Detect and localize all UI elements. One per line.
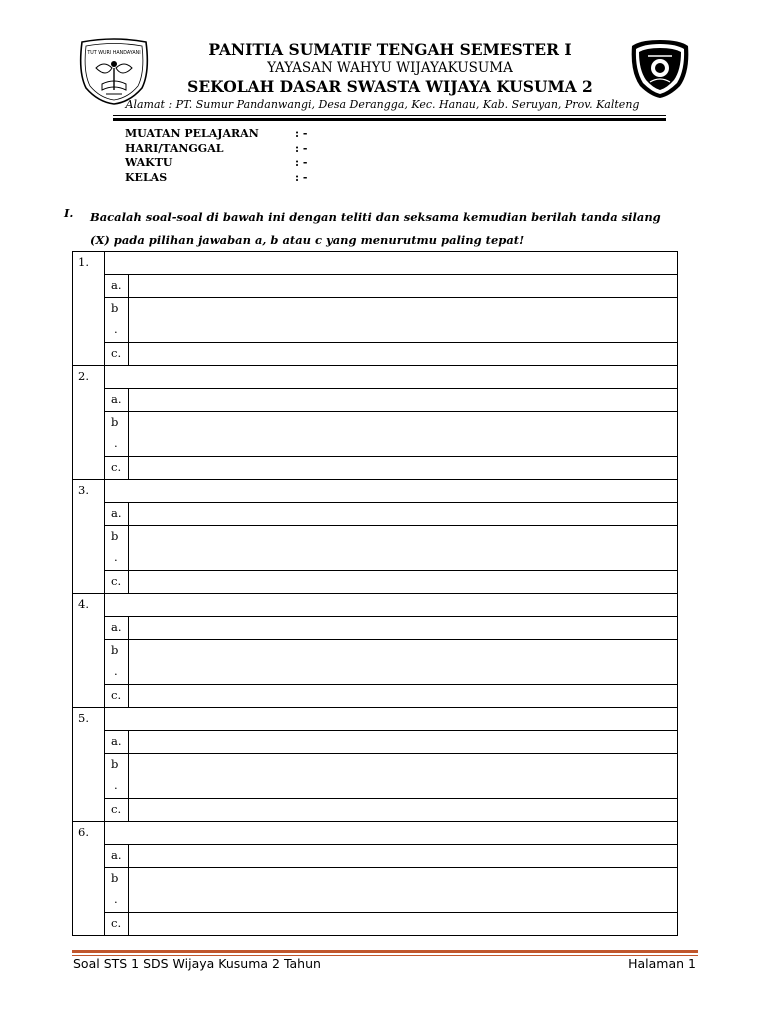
option-c-answer-cell[interactable] <box>129 913 678 936</box>
option-b-row <box>73 412 678 457</box>
question-number-spacer <box>73 298 105 343</box>
question-text-cell[interactable] <box>105 594 678 617</box>
question-number: 6. <box>73 822 105 845</box>
option-b-row <box>73 640 678 685</box>
footer-rule-thick <box>72 950 698 953</box>
meta-value: : - <box>295 156 308 169</box>
meta-label: KELAS <box>125 170 168 184</box>
question-text-cell[interactable] <box>105 366 678 389</box>
option-a-label: a. <box>105 275 129 298</box>
option-b-label <box>105 412 129 457</box>
option-b-label <box>105 640 129 685</box>
option-b-letter: b <box>111 301 119 315</box>
option-b-dot: . <box>114 436 118 450</box>
question-row <box>73 366 678 389</box>
section-number: I. <box>64 206 74 220</box>
option-c-row <box>73 913 678 936</box>
option-c-row <box>73 343 678 366</box>
question-text-cell[interactable] <box>105 252 678 275</box>
school-address: Alamat : PT. Sumur Pandanwangi, Desa Derangga, Kec. Hanau, Kab. Seruyan, Prov. Kalteng <box>125 98 640 111</box>
logo-text: TUT WURI HANDAYANI <box>87 51 141 56</box>
question-table-body <box>73 252 678 936</box>
meta-label: WAKTU <box>125 156 173 169</box>
option-a-row <box>73 731 678 754</box>
question-number-spacer <box>73 526 105 571</box>
meta-label: HARI/TANGGAL <box>125 141 224 155</box>
question-number-spacer <box>73 571 105 594</box>
option-c-answer-cell[interactable] <box>129 571 678 594</box>
option-c-label: c. <box>105 913 129 936</box>
option-c-answer-cell[interactable] <box>129 799 678 822</box>
question-text-cell[interactable] <box>105 708 678 731</box>
option-b-letter: b <box>111 757 119 771</box>
option-b-row <box>73 298 678 343</box>
meta-value: : - <box>295 127 308 140</box>
question-text-cell[interactable] <box>105 822 678 845</box>
option-b-label <box>105 298 129 343</box>
option-b-answer-cell[interactable] <box>129 754 678 799</box>
option-c-answer-cell[interactable] <box>129 343 678 366</box>
option-b-label <box>105 868 129 913</box>
page-number: Halaman 1 <box>628 956 696 971</box>
option-a-answer-cell[interactable] <box>129 617 678 640</box>
header-rule-thick <box>113 118 666 121</box>
question-number-spacer <box>73 754 105 799</box>
question-number-spacer <box>73 845 105 868</box>
option-b-row <box>73 754 678 799</box>
option-a-row <box>73 845 678 868</box>
meta-value: : - <box>295 170 308 184</box>
option-c-label: c. <box>105 571 129 594</box>
option-c-label: c. <box>105 343 129 366</box>
question-row <box>73 252 678 275</box>
question-row <box>73 480 678 503</box>
option-b-answer-cell[interactable] <box>129 298 678 343</box>
question-number: 1. <box>73 252 105 275</box>
option-a-answer-cell[interactable] <box>129 845 678 868</box>
question-number-spacer <box>73 617 105 640</box>
question-number-spacer <box>73 343 105 366</box>
question-number-spacer <box>73 731 105 754</box>
option-a-label: a. <box>105 731 129 754</box>
committee-title: PANITIA SUMATIF TENGAH SEMESTER I <box>208 40 572 59</box>
question-text-cell[interactable] <box>105 480 678 503</box>
option-b-letter: b <box>111 415 119 429</box>
header-rule-thin <box>113 115 666 116</box>
option-b-row <box>73 868 678 913</box>
question-number-spacer <box>73 412 105 457</box>
option-b-letter: b <box>111 529 119 543</box>
question-number: 2. <box>73 366 105 389</box>
question-table <box>72 251 678 936</box>
option-a-row <box>73 389 678 412</box>
option-a-answer-cell[interactable] <box>129 731 678 754</box>
option-c-label: c. <box>105 799 129 822</box>
option-c-row <box>73 571 678 594</box>
option-a-row <box>73 275 678 298</box>
option-c-row <box>73 799 678 822</box>
question-number: 5. <box>73 708 105 731</box>
question-number-spacer <box>73 685 105 708</box>
option-c-answer-cell[interactable] <box>129 685 678 708</box>
option-a-label: a. <box>105 617 129 640</box>
option-b-answer-cell[interactable] <box>129 640 678 685</box>
option-b-dot: . <box>114 322 118 336</box>
option-b-row <box>73 526 678 571</box>
option-b-label <box>105 754 129 799</box>
option-b-dot: . <box>114 892 118 906</box>
option-a-label: a. <box>105 389 129 412</box>
meta-value: : - <box>295 141 308 155</box>
option-c-row <box>73 457 678 480</box>
option-b-dot: . <box>114 664 118 678</box>
question-number-spacer <box>73 640 105 685</box>
option-a-label: a. <box>105 503 129 526</box>
option-b-answer-cell[interactable] <box>129 412 678 457</box>
option-b-answer-cell[interactable] <box>129 526 678 571</box>
school-name: SEKOLAH DASAR SWASTA WIJAYA KUSUMA 2 <box>187 77 593 96</box>
option-a-row <box>73 617 678 640</box>
option-b-dot: . <box>114 778 118 792</box>
option-b-letter: b <box>111 643 119 657</box>
option-a-row <box>73 503 678 526</box>
option-c-row <box>73 685 678 708</box>
question-number-spacer <box>73 913 105 936</box>
question-number-spacer <box>73 457 105 480</box>
question-number: 4. <box>73 594 105 617</box>
option-b-letter: b <box>111 871 119 885</box>
section-instruction: Bacalah soal-soal di bawah ini dengan teliti dan seksama kemudian berilah tanda silang (X) pada pilihan jawaban a, b atau c yang menurutmu paling tepat! <box>90 210 661 247</box>
option-c-label: c. <box>105 457 129 480</box>
question-row <box>73 594 678 617</box>
option-a-answer-cell[interactable] <box>129 503 678 526</box>
option-a-label: a. <box>105 845 129 868</box>
meta-label: MUATAN PELAJARAN <box>125 127 259 140</box>
tut-wuri-handayani-logo <box>76 38 152 106</box>
question-number-spacer <box>73 275 105 298</box>
option-a-answer-cell[interactable] <box>129 275 678 298</box>
foundation-name: YAYASAN WAHYU WIJAYAKUSUMA <box>267 60 513 76</box>
option-a-answer-cell[interactable] <box>129 389 678 412</box>
question-row <box>73 822 678 845</box>
question-number-spacer <box>73 868 105 913</box>
question-number-spacer <box>73 799 105 822</box>
option-c-label: c. <box>105 685 129 708</box>
footer-title: Soal STS 1 SDS Wijaya Kusuma 2 Tahun <box>73 956 321 971</box>
option-b-label <box>105 526 129 571</box>
option-b-answer-cell[interactable] <box>129 868 678 913</box>
question-number-spacer <box>73 503 105 526</box>
option-b-dot: . <box>114 550 118 564</box>
regency-crest-logo <box>628 38 692 100</box>
question-row <box>73 708 678 731</box>
question-number: 3. <box>73 480 105 503</box>
option-c-answer-cell[interactable] <box>129 457 678 480</box>
question-number-spacer <box>73 389 105 412</box>
